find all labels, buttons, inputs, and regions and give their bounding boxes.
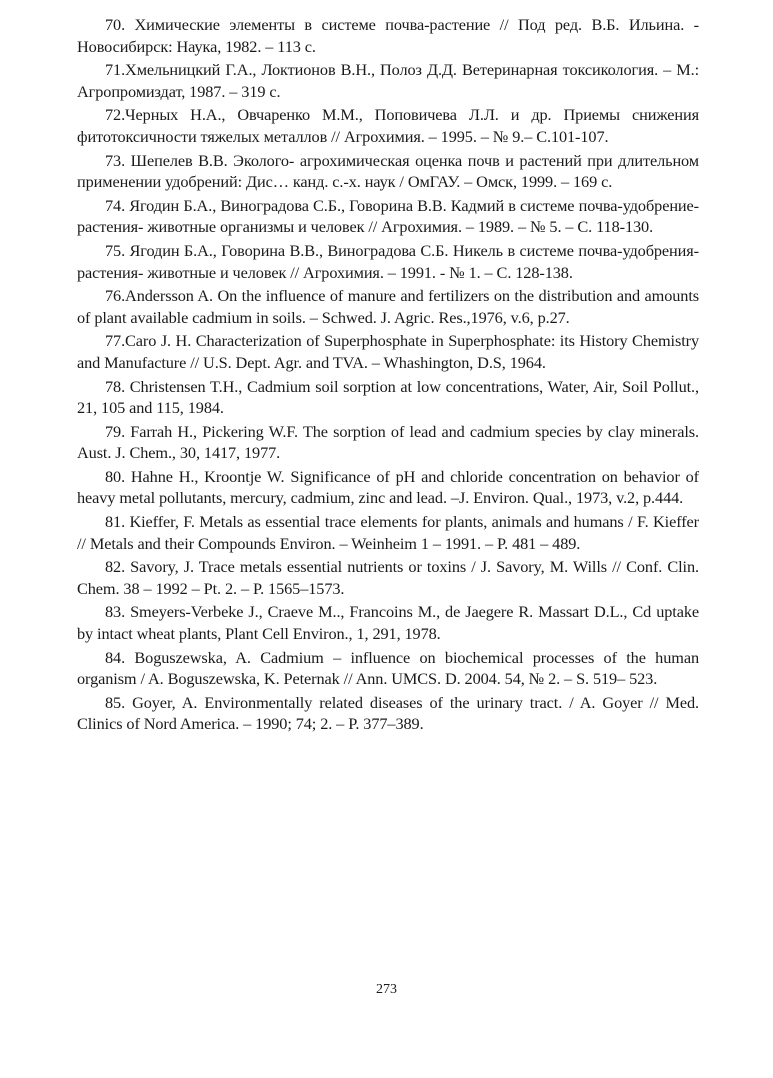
reference-item: 85. Goyer, A. Environmentally related diseases of the urinary tract. / A. Goyer // Med. Clinics of Nord America. – 1990; 74; 2. – P. 377–389. — [77, 692, 699, 734]
reference-item: 83. Smeyers-Verbeke J., Craeve M.., Francoins M., de Jaegere R. Massart D.L., Cd uptake by intact wheat plants, Plant Cell Environ., 1, 291, 1978. — [77, 602, 699, 644]
reference-item: 70. Химические элементы в системе почва-растение // Под ред. В.Б. Ильина. - Новосибирск: Наука, 1982. – 113 с. — [77, 15, 699, 56]
reference-item: 73. Шепелев В.В. Эколого- агрохимическая оценка почв и растений при длительном применении удобрений: Дис… канд. с.-х. наук / ОмГАУ. – Омск, 1999. – 169 с. — [77, 150, 699, 192]
reference-item: 84. Boguszewska, A. Cadmium – influence on biochemical processes of the human organism / A. Boguszewska, K. Peternak // Ann. UMCS. D. 2004. 54, № 2. – S. 519– 523. — [77, 647, 699, 689]
reference-item: 81. Kieffer, F. Metals as essential trace elements for plants, animals and humans / F. Kieffer // Metals and their Compounds Environ. – Weinheim 1 – 1991. – P. 481 – 489. — [77, 512, 699, 553]
reference-item: 77.Caro J. H. Characterization of Superphosphate in Superphosphate: its History Chemistry and Manufacture // U.S. Dept. Agr. and TVA. – Whashington, D.S, 1964. — [77, 331, 699, 372]
reference-item: 79. Farrah H., Pickering W.F. The sorption of lead and cadmium species by clay minerals. Aust. J. Chem., 30, 1417, 1977. — [77, 421, 699, 463]
reference-item: 75. Ягодин Б.А., Говорина В.В., Виноградова С.Б. Никель в системе почва-удобрения- растения- животные и человек // Агрохимия. – 1991. - № 1. – С. 128-138. — [77, 240, 699, 282]
reference-item: 71.Хмельницкий Г.А., Локтионов В.Н., Полоз Д.Д. Ветеринарная токсикология. – М.: Агропромиздат, 1987. – 319 с. — [77, 60, 699, 101]
reference-item: 78. Christensen T.H., Cadmium soil sorption at low concentrations, Water, Air, Soil Pollut., 21, 105 and 115, 1984. — [77, 376, 699, 418]
reference-item: 72.Черных Н.А., Овчаренко М.М., Поповичева Л.Л. и др. Приемы снижения фитотоксичности тяжелых металлов // Агрохимия. – 1995. – № 9.– С.101-107. — [77, 105, 699, 146]
reference-item: 74. Ягодин Б.А., Виноградова С.Б., Говорина В.В. Кадмий в системе почва-удобрение- растения- животные организмы и человек // Агрохимия. – 1989. – № 5. – С. 118-130. — [77, 195, 699, 237]
reference-item: 82. Savory, J. Trace metals essential nutrients or toxins / J. Savory, M. Wills // Conf. Clin. Chem. 38 – 1992 – Pt. 2. – P. 1565–1573. — [77, 557, 699, 598]
reference-list — [77, 14, 699, 737]
page-number: 273 — [376, 982, 397, 997]
reference-item: 76.Andersson A. On the influence of manure and fertilizers on the distribution and amounts of plant available cadmium in soils. – Schwed. J. Agric. Res.,1976, v.6, p.27. — [77, 286, 699, 327]
reference-item: 80. Hahne H., Kroontje W. Significance of pH and chloride concentration on behavior of heavy metal pollutants, mercury, cadmium, zinc and lead. –J. Environ. Qual., 1973, v.2, p.444. — [77, 466, 699, 508]
